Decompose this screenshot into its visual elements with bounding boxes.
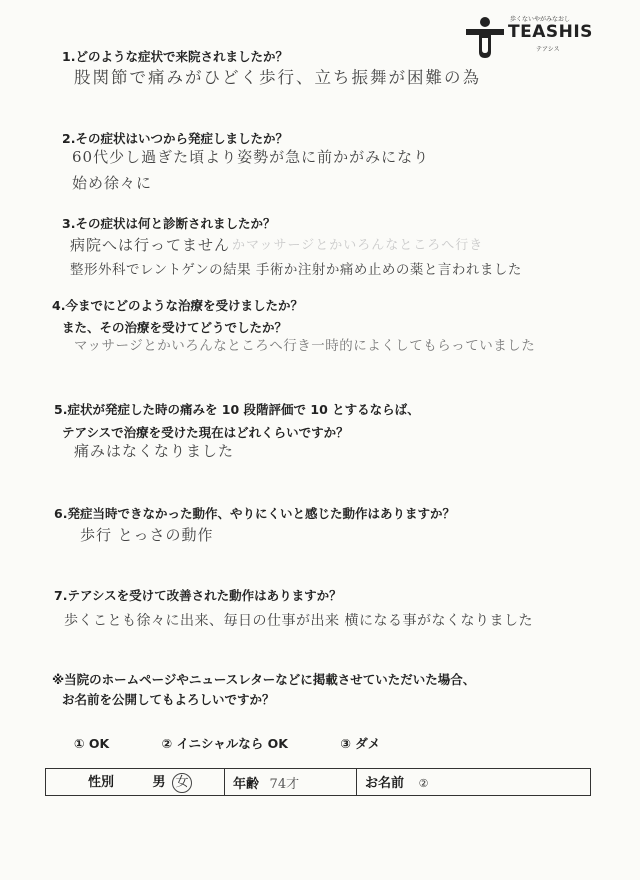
person-icon [464, 16, 506, 60]
answer-3-bleed-through: かマッサージとかいろんなところへ行き [232, 238, 484, 253]
age-label: 年齢 [233, 776, 260, 792]
question-4-sub: また、その治療を受けてどうでしたか？ [62, 320, 288, 335]
gender-label: 性別 [88, 775, 115, 790]
answer-6: 歩行 とっさの動作 [80, 526, 214, 544]
option-no[interactable]: ③ ダメ [340, 736, 381, 751]
name-label: お名前 [365, 775, 405, 791]
answer-2-line-1: 60代少し過ぎた頃より姿勢が急に前かがみになり [72, 148, 430, 166]
option-ok[interactable]: ① OK [74, 736, 110, 751]
logo-kana: テアシス [536, 46, 560, 53]
gender-female-circled[interactable]: 女 [172, 773, 192, 793]
gender-male[interactable]: 男 [152, 775, 166, 790]
question-2: 2.その症状はいつから発症しましたか？ [62, 131, 288, 146]
question-7: 7.テアシスを受けて改善された動作はありますか？ [54, 588, 342, 603]
answer-3-line-1: 病院へは行ってません [70, 236, 231, 254]
answer-1: 股関節で痛みがひどく歩行、立ち振舞が困難の為 [74, 68, 481, 87]
gender-cell [46, 769, 225, 796]
age-value[interactable]: 74才 [269, 776, 300, 792]
personal-info-table [45, 768, 591, 796]
consent-question: ※当院のホームページやニュースレターなどに掲載させていただいた場合、 [52, 672, 476, 687]
question-4: 4.今までにどのような治療を受けましたか？ [52, 298, 303, 313]
answer-3-line-2: 整形外科でレントゲンの結果 手術か注射か痛め止めの薬と言われました [70, 262, 522, 278]
teashis-logo [464, 14, 593, 58]
answer-7: 歩くことも徐々に出来、毎日の仕事が出来 横になる事がなくなりました [64, 613, 533, 629]
answer-2-line-2: 始め徐々に [72, 174, 153, 192]
name-value[interactable]: ② [418, 776, 429, 790]
name-cell [357, 769, 591, 796]
question-5: 5.症状が発症した時の痛みを 10 段階評価で 10 とするならば、 [54, 402, 420, 417]
logo-name: TEASHIS [508, 22, 593, 42]
answer-4: マッサージとかいろんなところへ行き一時的によくしてもらっていました [74, 338, 536, 354]
consent-options [74, 734, 428, 752]
answer-5: 痛みはなくなりました [74, 442, 235, 460]
consent-question-sub: お名前を公開してもよろしいですか？ [62, 692, 275, 707]
question-1: 1.どのような症状で来院されましたか？ [62, 49, 288, 64]
age-cell [225, 769, 357, 796]
question-6: 6.発症当時できなかった動作、やりにくいと感じた動作はありますか？ [54, 506, 455, 521]
logo-tagline: 歩くないやがみなおし [510, 16, 571, 23]
option-initials-ok[interactable]: ② イニシャルなら OK [161, 736, 288, 751]
question-5-sub: テアシスで治療を受けた現在はどれくらいですか？ [62, 425, 349, 440]
question-3: 3.その症状は何と診断されましたか？ [62, 216, 276, 231]
